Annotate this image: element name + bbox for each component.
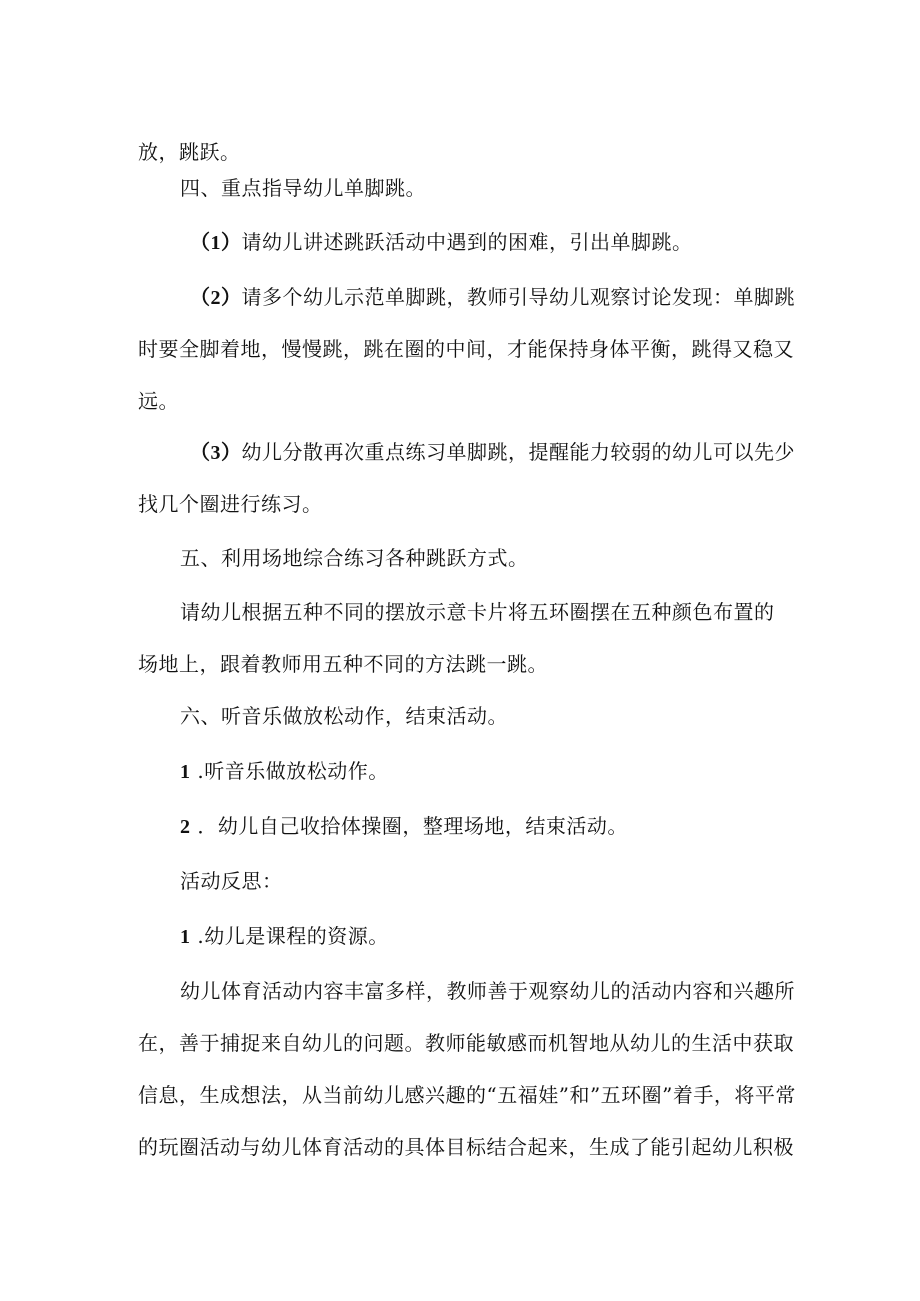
item-number: 1 bbox=[180, 926, 191, 948]
text-line: 五、利用场地综合练习各种跳跃方式。 bbox=[180, 546, 529, 570]
list-item-step-six-2 bbox=[138, 800, 788, 852]
heading-reflection bbox=[138, 855, 788, 907]
item-text: .听音乐做放松动作。 bbox=[197, 759, 389, 783]
text-line: 六、听音乐做放松动作，结束活动。 bbox=[180, 704, 508, 728]
item-text: 请幼儿讲述跳跃活动中遇到的困难，引出单脚跳。 bbox=[241, 230, 693, 254]
text-line: 四、重点指导幼儿单脚跳。 bbox=[180, 176, 426, 200]
text-line: 时要全脚着地，慢慢跳，跳在圈的中间，才能保持身体平衡，跳得又稳又 bbox=[138, 337, 794, 361]
item-text: .幼儿是课程的资源。 bbox=[197, 924, 389, 948]
text-line bbox=[138, 426, 795, 478]
text-line: 信息，生成想法，从当前幼儿感兴趣的“五福娃”和”五环圈”着手，将平常 bbox=[138, 1083, 796, 1107]
text-line: 场地上，跟着教师用五种不同的方法跳一跳。 bbox=[138, 652, 548, 676]
item-number: （1） bbox=[190, 232, 242, 254]
item-text: 幼儿分散再次重点练习单脚跳，提醒能力较弱的幼儿可以先少 bbox=[241, 440, 795, 464]
text-line bbox=[138, 216, 788, 268]
paragraph-reflection bbox=[138, 965, 796, 1173]
text-line: 在，善于捕捉来自幼儿的问题。教师能敏感而机智地从幼儿的生活中获取 bbox=[138, 1031, 794, 1055]
list-item-step-four-1 bbox=[138, 216, 788, 268]
item-number: 2 bbox=[180, 816, 191, 838]
paragraph-step-five bbox=[138, 586, 788, 690]
text-line: 放，跳跃。 bbox=[138, 140, 241, 164]
text-line: 请幼儿根据五种不同的摆放示意卡片将五环圈摆在五种颜色布置的 bbox=[180, 600, 775, 624]
text-line: 远。 bbox=[138, 389, 179, 413]
text-line bbox=[138, 800, 788, 852]
heading-step-four bbox=[138, 162, 788, 214]
item-number: （2） bbox=[190, 287, 242, 309]
item-text: ．幼儿自己收拾体操圈，整理场地，结束活动。 bbox=[197, 814, 628, 838]
text-line: 幼儿体育活动内容丰富多样，教师善于观察幼儿的活动内容和兴趣所 bbox=[180, 979, 795, 1003]
text-line bbox=[138, 745, 788, 797]
text-line: 找几个圈进行练习。 bbox=[138, 492, 323, 516]
text-line: 的玩圈活动与幼儿体育活动的具体目标结合起来，生成了能引起幼儿积极 bbox=[138, 1135, 794, 1159]
heading-step-six bbox=[138, 690, 788, 742]
item-text: 请多个幼儿示范单脚跳，教师引导幼儿观察讨论发现：单脚跳 bbox=[241, 285, 795, 309]
item-number: 1 bbox=[180, 761, 191, 783]
list-item-step-four-3 bbox=[138, 426, 795, 530]
list-item-step-six-1 bbox=[138, 745, 788, 797]
heading-step-five bbox=[138, 532, 788, 584]
text-line: 活动反思： bbox=[180, 869, 283, 893]
text-line bbox=[138, 910, 788, 962]
text-line bbox=[138, 271, 795, 323]
list-item-step-four-2 bbox=[138, 271, 795, 427]
list-item-reflection-1 bbox=[138, 910, 788, 962]
item-number: （3） bbox=[190, 442, 242, 464]
